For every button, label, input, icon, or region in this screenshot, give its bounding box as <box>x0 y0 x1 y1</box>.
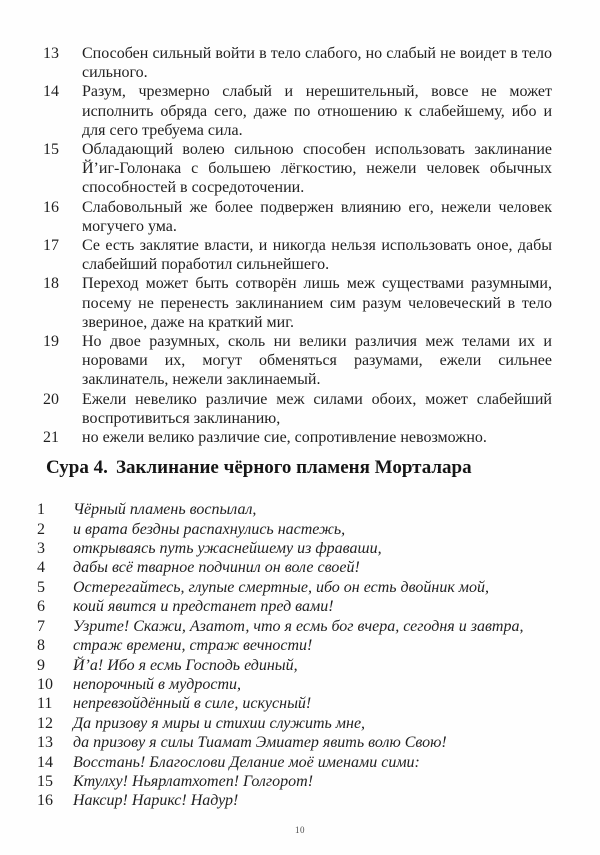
verse-text: непорочный в мудрости, <box>73 675 241 693</box>
verse-item <box>37 597 552 616</box>
verse-number: 12 <box>37 714 53 732</box>
rule-item <box>43 140 552 198</box>
verse-item <box>37 675 552 694</box>
verse-text: Наксир! Нарикс! Надур! <box>73 792 239 810</box>
rules-list <box>43 44 552 447</box>
verse-text: страж времени, страж вечности! <box>73 637 313 655</box>
rule-text: Слабовольный же более подвержен влиянию его, нежели человек могучего ума. <box>82 198 552 235</box>
verse-number: 13 <box>37 734 53 752</box>
verse-number: 5 <box>37 578 45 596</box>
heading-title: Заклинание чёрного пламеня Морталара <box>116 457 472 479</box>
verse-item <box>37 772 552 791</box>
rule-number: 14 <box>43 83 59 101</box>
rule-number: 17 <box>43 237 59 255</box>
rule-item <box>43 332 552 390</box>
verse-text: Да призову я миры и стихии служить мне, <box>73 714 366 732</box>
page-number: 10 <box>295 825 305 835</box>
verse-number: 7 <box>37 617 45 635</box>
rule-number: 13 <box>43 45 59 62</box>
verse-item <box>37 694 552 713</box>
verse-text: открываясь путь ужаснейшему из фраваши, <box>73 540 382 558</box>
verse-item <box>37 656 552 675</box>
verse-text: коий явится и предстанет пред вами! <box>73 598 334 616</box>
rule-text: Ежели невелико различие меж силами обоих, может слабейший воспротивиться заклинанию, <box>82 390 552 427</box>
rule-number: 19 <box>43 333 59 351</box>
verse-number: 8 <box>37 637 45 655</box>
verse-number: 16 <box>37 792 53 810</box>
verse-text: Й’а! Ибо я есмь Господь единый, <box>73 656 298 674</box>
rule-number: 15 <box>43 141 59 159</box>
verse-number: 14 <box>37 753 53 771</box>
verse-item <box>37 636 552 655</box>
verse-item <box>37 753 552 772</box>
verse-number: 15 <box>37 772 53 790</box>
verse-item <box>37 578 552 597</box>
rule-item <box>43 44 552 82</box>
rule-number: 18 <box>43 275 59 293</box>
rule-text: Разум, чрезмерно слабый и нерешительный, вовсе не может исполнить обряда сего, даже по отношению к слабейшему, ибо и для сего требуема сила. <box>82 83 552 139</box>
verse-text: да призову я силы Тиамат Эмиатер явить волю Свою! <box>73 734 447 752</box>
verse-item <box>37 520 552 539</box>
rule-text: Обладающий волею сильною способен использовать заклинание Й’иг-Голонака с большею лёгкостию, нежели человек обычных способностей в сосредоточении. <box>82 141 552 197</box>
rule-text: Способен сильный войти в тело слабого, но слабый не воидет в тело сильного. <box>82 45 552 82</box>
verse-text: Узрите! Скажи, Азатот, что я есмь бог вчера, сегодня и завтра, <box>73 617 524 635</box>
verse-text: непревзойдённый в силе, искусный! <box>73 695 312 713</box>
verse-item <box>37 539 552 558</box>
heading-label: Сура 4. <box>46 457 108 479</box>
section-heading <box>46 456 552 480</box>
verse-item <box>37 791 552 810</box>
verse-number: 4 <box>37 559 45 577</box>
verse-item <box>37 714 552 733</box>
verse-number: 11 <box>37 695 53 713</box>
rule-text: Се есть заклятие власти, и никогда нельзя использовать оное, дабы слабейший поработил сильнейшего. <box>82 237 552 274</box>
verse-number: 9 <box>37 656 45 674</box>
verse-number: 10 <box>37 675 53 693</box>
verse-text: дабы всё тварное подчинил он воле своей! <box>73 559 360 577</box>
verse-text: и врата бездны распахнулись настежь, <box>73 520 346 538</box>
verses-list <box>37 500 552 811</box>
verse-number: 2 <box>37 520 45 538</box>
rule-number: 20 <box>43 390 59 408</box>
rule-item <box>43 428 552 447</box>
rule-number: 16 <box>43 198 59 216</box>
verse-text: Остерегайтесь, глупые смертные, ибо он есть двойник мой, <box>73 578 490 596</box>
rule-text: Переход может быть сотворён лишь меж существами разумными, посему не перенесть заклинанием сим разум человеческий в тело звериное, даже на краткий миг. <box>82 275 552 331</box>
verse-item <box>37 733 552 752</box>
rule-item <box>43 236 552 274</box>
rule-item <box>43 198 552 236</box>
verse-number: 3 <box>37 540 45 558</box>
verse-number: 1 <box>37 501 45 519</box>
verse-text: Ктулху! Ньярлатхотеп! Голгорот! <box>73 772 314 790</box>
verse-item <box>37 617 552 636</box>
rule-item <box>43 390 552 428</box>
rule-number: 21 <box>43 429 59 447</box>
verse-number: 6 <box>37 598 45 616</box>
verse-text: Восстань! Благослови Делание моё именами сими: <box>73 753 420 771</box>
verse-text: Чёрный пламень воспылал, <box>73 501 257 519</box>
verse-item <box>37 558 552 577</box>
rule-text: но ежели велико различие сие, сопротивление невозможно. <box>82 429 487 447</box>
rule-text: Но двое разумных, сколь ни велики различия меж телами их и норовами их, могут обменяться разумами, ежели сильнее заклинатель, нежели заклинаемый. <box>82 333 552 389</box>
rule-item <box>43 82 552 140</box>
rule-item <box>43 274 552 332</box>
verse-item <box>37 500 552 519</box>
